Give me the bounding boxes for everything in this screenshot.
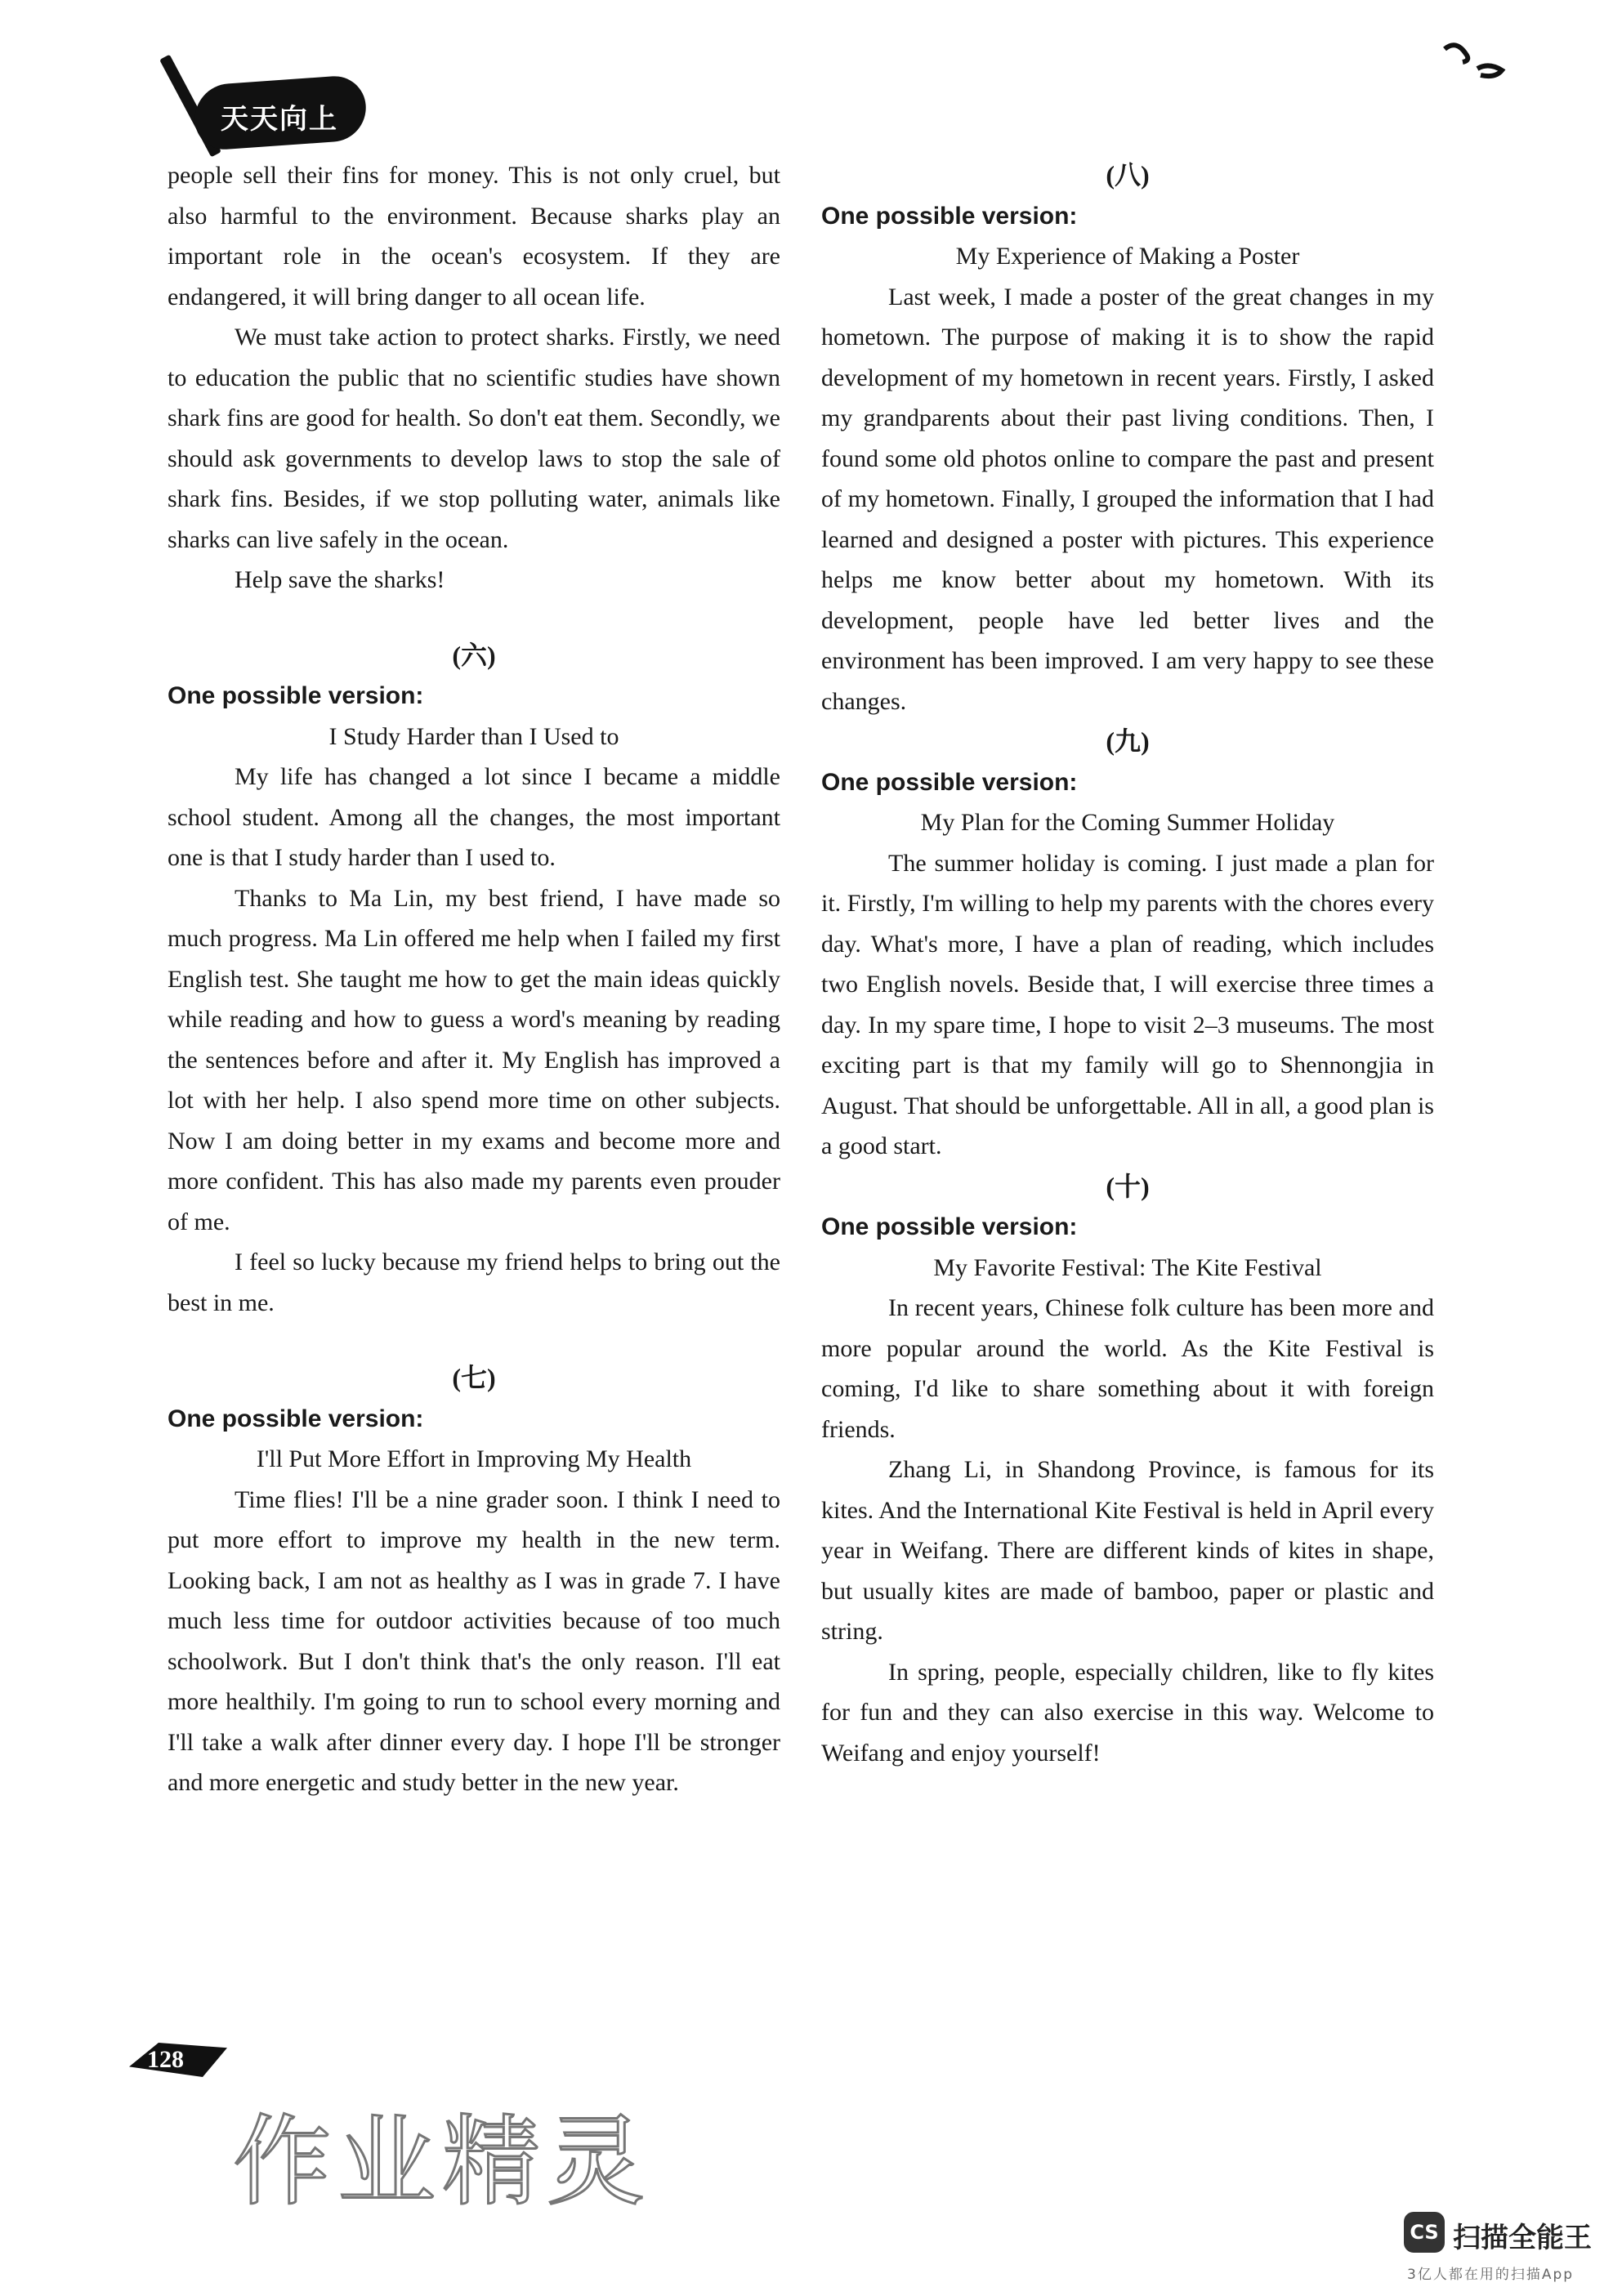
essay-paragraph: My life has changed a lot since I became a middle school student. Among all the changes, the most important one is that I study harder than I used to. [168,763,780,871]
section-heading: (七) [452,1363,496,1392]
corner-scribble-icon [1438,33,1512,90]
brand-name: 扫描全能王 [1453,2222,1592,2254]
essay-title: My Favorite Festival: The Kite Festival [933,1253,1322,1281]
version-label: One possible version: [821,202,1078,230]
camscanner-icon: CS [1404,2212,1445,2253]
essay-paragraph: I feel so lucky because my friend helps to bring out the best in me. [168,1249,780,1316]
section-heading: (十) [1106,1171,1150,1201]
right-column [821,155,1434,1773]
series-logo [170,47,382,170]
section-heading: (九) [1106,726,1150,756]
page-number-badge [129,2043,227,2077]
section-seven [168,1358,780,1803]
essay-title: I'll Put More Effort in Improving My Health [256,1445,692,1472]
page-number: 128 [147,2046,184,2073]
essay-paragraph: In recent years, Chinese folk culture has been more and more popular around the world. As the Kite Festival is coming, I'd like to share something about it with foreign friends. [821,1294,1434,1443]
section-eight [821,155,1434,721]
section-ten [821,1167,1434,1774]
continued-paragraph: Help save the sharks! [235,566,445,593]
section-six [168,636,780,1324]
essay-paragraph: Thanks to Ma Lin, my best friend, I have made so much progress. Ma Lin offered me help when I failed my first English test. She taught me how to get the main ideas quickly while reading and how to guess a word's meaning by reading the sentences before and after it. My English has improved a lot with her help. I also spend more time on other subjects. Now I am doing better in my exams and become more and more confident. This has also made my parents even prouder of me. [168,884,780,1235]
essay-paragraph: The summer holiday is coming. I just made a plan for it. Firstly, I'm willing to help my parents with the chores every day. What's more, I have a plan of reading, which includes two English novels. Beside that, I will exercise three times a day. In my spare time, I hope to visit 2–3 museums. The most exciting part is that my family will go to Shennongjia in August. That should be unforgettable. All in all, a good plan is a good start. [821,849,1434,1159]
scanner-brand [1404,2210,1622,2292]
essay-title: My Plan for the Coming Summer Holiday [920,809,1335,836]
essay-paragraph: In spring, people, especially children, like to fly kites for fun and they can also exercise in this way. Welcome to Weifang and enjoy yourself! [821,1658,1434,1767]
continued-paragraph: We must take action to protect sharks. Firstly, we need to education the public that no scientific studies have shown shark fins are good for health. So don't eat them. Secondly, we should ask governments to develop laws to stop the sale of shark fins. Besides, if we stop polluting water, animals like sharks can live safely in the ocean. [168,324,780,553]
section-heading: (八) [1106,160,1150,190]
left-column [168,155,780,1803]
essay-paragraph: Last week, I made a poster of the great changes in my hometown. The purpose of making it is to show the rapid development of my hometown in recent years. Firstly, I asked my grandparents about their past living conditions. Then, I found some old photos online to compare the past and present of my hometown. Finally, I grouped the information that I had learned and designed a poster with pictures. This experience helps me know better about my hometown. With its development, people have led better lives and the environment has been improved. I am very happy to see these changes. [821,283,1434,715]
logo-text: 天天向上 [221,103,338,136]
brand-tagline: 3亿人都在用的扫描App [1407,2267,1575,2283]
essay-paragraph: Zhang Li, in Shandong Province, is famous for its kites. And the International Kite Festival is held in April every year in Weifang. There are different kinds of kites in shape, but usually kites are made of bamboo, paper or plastic and string. [821,1456,1434,1645]
version-label: One possible version: [821,768,1078,796]
watermark: 作业精灵 [233,2106,651,2219]
essay-title: My Experience of Making a Poster [955,243,1300,270]
version-label: One possible version: [168,1405,424,1432]
essay-title: I Study Harder than I Used to [328,722,619,750]
section-heading: (六) [452,640,496,670]
version-label: One possible version: [821,1213,1078,1240]
section-nine [821,721,1434,1167]
essay-paragraph: Time flies! I'll be a nine grader soon. I think I need to put more effort to improve my health in the new term. Looking back, I am not as healthy as I was in grade 7. I have much less time for outdoor activities because of too much schoolwork. But I don't think that's the only reason. I'll eat more healthily. I'm going to run to school every morning and I'll take a walk after dinner every day. I hope I'll be stronger and more energetic and study better in the new year. [168,1485,780,1796]
continued-paragraph: people sell their fins for money. This is not only cruel, but also harmful to the environment. Because sharks play an important role in the ocean's ecosystem. If they are endangered, it will bring danger to all ocean life. [168,162,780,310]
version-label: One possible version: [168,682,424,709]
